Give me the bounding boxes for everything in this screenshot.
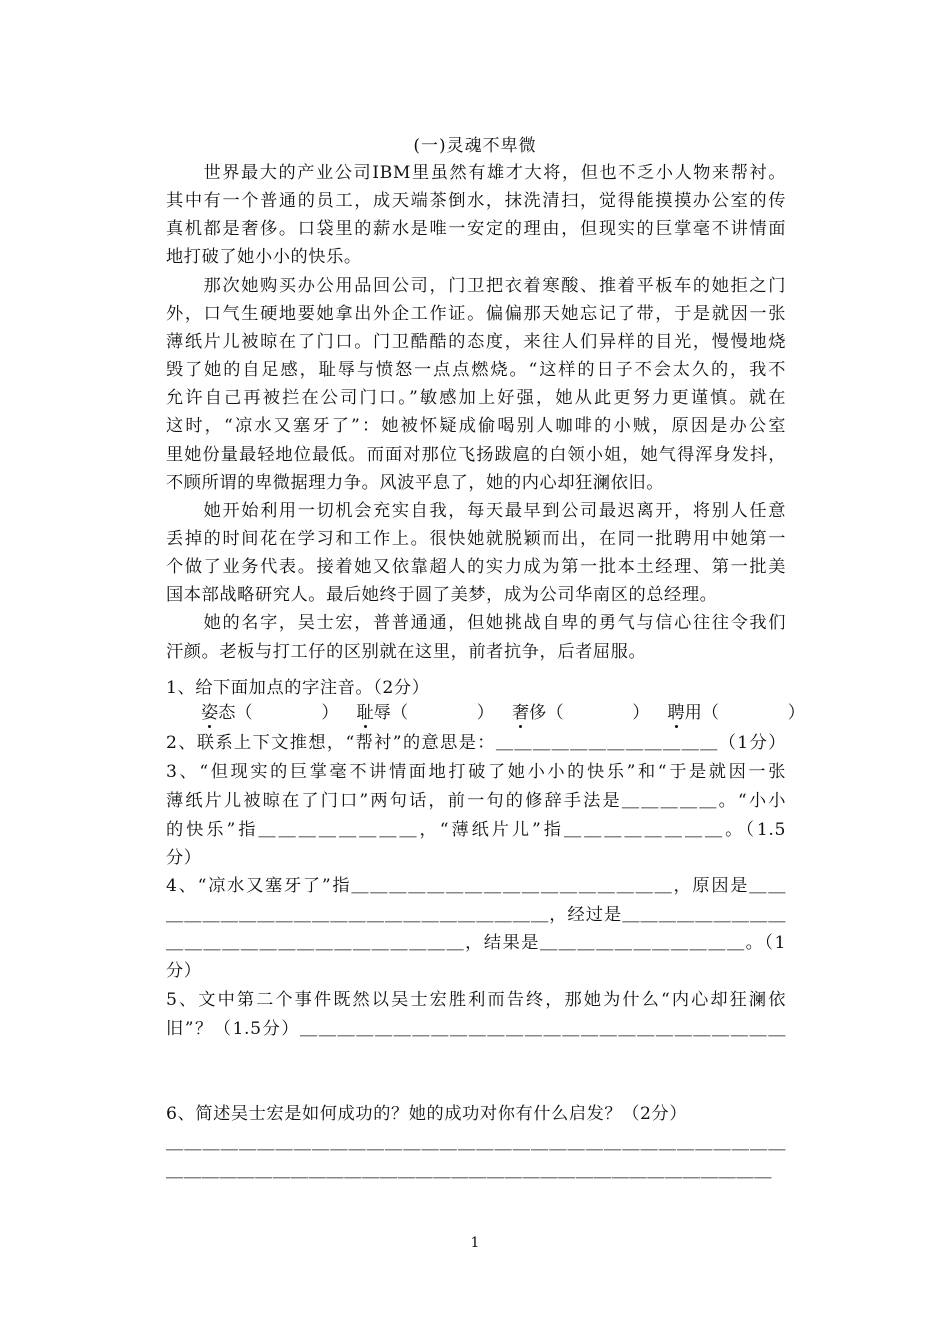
passage-line: 允许自己再被拦在公司门口。”敏感加上好强，她从此更努力更谨慎。就在 bbox=[166, 388, 786, 408]
question-4-line-2: ＿＿＿＿＿＿＿＿＿＿＿＿＿＿＿＿＿＿＿＿＿，经过是＿＿＿＿＿＿＿＿＿ bbox=[166, 905, 786, 925]
question-3-line-2: 薄纸片儿被晾在了门口”两句话，前一句的修辞手法是＿＿＿＿＿。“小小 bbox=[166, 791, 786, 811]
passage-line: 世界最大的产业公司IBM里虽然有雄才大将，但也不乏小人物来帮衬。 bbox=[166, 163, 786, 183]
question-1-words bbox=[201, 701, 805, 725]
passage-line: 国本部战略研究人。最后她终于圆了美梦，成为公司华南区的总经理。 bbox=[166, 585, 718, 605]
word-rest: 用（ ） bbox=[684, 703, 805, 723]
dotted-char: 奢 bbox=[511, 703, 530, 723]
passage-line: 地打破了她小小的快乐。 bbox=[166, 247, 362, 267]
dotted-char: 耻 bbox=[356, 703, 374, 723]
passage-title: (一)灵魂不卑微 bbox=[413, 136, 537, 156]
question-5-line-1: 5、文中第二个事件既然以吴士宏胜利而告终，那她为什么“内心却狂澜依 bbox=[166, 990, 786, 1010]
passage-line: 汗颜。老板与打工仔的区别就在这里，前者抗争，后者屈服。 bbox=[166, 642, 647, 662]
passage-line: 其中有一个普通的员工，成天端茶倒水，抹洗清扫，觉得能摸摸办公室的传 bbox=[166, 191, 786, 211]
question-4-line-3: ＿＿＿＿＿＿＿＿＿＿＿＿＿＿＿＿，结果是＿＿＿＿＿＿＿＿＿＿＿。（1 bbox=[166, 933, 786, 953]
dotted-char: 聘 bbox=[667, 703, 685, 723]
passage-line: 她的名字，吴士宏，普普通通，但她挑战自卑的勇气与信心往往令我们 bbox=[166, 613, 786, 633]
word-item-4 bbox=[667, 701, 805, 725]
passage-line: 外，口气生硬地要她拿出外企工作证。偏偏那天她忘记了带，于是就因一张 bbox=[166, 304, 786, 324]
word-item-3 bbox=[512, 701, 662, 725]
question-2: 2、联系上下文推想，“帮衬”的意思是：＿＿＿＿＿＿＿＿＿＿＿＿（1分） bbox=[166, 733, 786, 753]
question-6-answer-line-2: ＿＿＿＿＿＿＿＿＿＿＿＿＿＿＿＿＿＿＿＿＿＿＿＿＿＿＿＿＿＿＿＿＿＿ bbox=[166, 1161, 772, 1181]
passage-line: 里她份量最轻地位最低。而面对那位飞扬跋扈的白领小姐，她气得浑身发抖， bbox=[166, 445, 786, 465]
question-4-line-4: 分） bbox=[166, 961, 202, 981]
word-rest: 态（ ） bbox=[218, 703, 339, 723]
passage-line: 薄纸片儿被晾在了门口。门卫酷酷的态度，来往人们异样的目光，慢慢地烧 bbox=[166, 332, 786, 352]
passage-line: 这时，“凉水又塞牙了”：她被怀疑成偷喝别人咖啡的小贼，原因是办公室 bbox=[166, 416, 786, 436]
page-number: 1 bbox=[470, 1235, 480, 1251]
question-6-line-1: 6、简述吴士宏是如何成功的？她的成功对你有什么启发？（2分） bbox=[166, 1104, 688, 1124]
question-1: 1、给下面加点的字注音。（2分） bbox=[166, 678, 430, 698]
passage-line: 毁了她的自足感，耻辱与愤怒一点点燃烧。“这样的日子不会太久的，我不 bbox=[166, 360, 786, 380]
question-3-line-4: 分） bbox=[166, 848, 202, 868]
question-5-line-2: 旧”？（1.5分）＿＿＿＿＿＿＿＿＿＿＿＿＿＿＿＿＿＿＿＿＿＿＿＿＿＿ bbox=[166, 1019, 786, 1039]
word-rest: 辱（ ） bbox=[373, 703, 494, 723]
dotted-char: 姿 bbox=[201, 703, 219, 723]
question-4-line-1: 4、“凉水又塞牙了”指＿＿＿＿＿＿＿＿＿＿＿＿＿＿＿＿＿，原因是＿＿ bbox=[166, 876, 786, 896]
passage-line: 那次她购买办公用品回公司，门卫把衣着寒酸、推着平板车的她拒之门 bbox=[166, 276, 786, 296]
passage-line: 真机都是奢侈。口袋里的薪水是唯一安定的理由，但现实的巨掌毫不讲情面 bbox=[166, 219, 786, 239]
passage-line: 不顾所谓的卑微据理力争。风波平息了，她的内心却狂澜依旧。 bbox=[166, 473, 665, 493]
passage-line: 个做了业务代表。接着她又依靠超人的实力成为第一批本土经理、第一批美 bbox=[166, 557, 786, 577]
question-6-answer-line-1: ＿＿＿＿＿＿＿＿＿＿＿＿＿＿＿＿＿＿＿＿＿＿＿＿＿＿＿＿＿＿＿＿＿＿ bbox=[166, 1133, 786, 1153]
word-item-1 bbox=[201, 701, 351, 725]
word-item-2 bbox=[356, 701, 506, 725]
question-3-line-1: 3、“但现实的巨掌毫不讲情面地打破了她小小的快乐”和“于是就因一张 bbox=[166, 762, 786, 782]
passage-line: 丢掉的时间花在学习和工作上。很快她就脱颖而出，在同一批聘用中她第一 bbox=[166, 529, 786, 549]
word-rest: 侈（ ） bbox=[529, 703, 650, 723]
question-3-line-3: 的快乐”指＿＿＿＿＿＿＿＿，“薄纸片儿”指＿＿＿＿＿＿＿＿。（1.5 bbox=[166, 820, 786, 840]
passage-line: 她开始利用一切机会充实自我，每天最早到公司最迟离开，将别人任意 bbox=[166, 501, 786, 521]
